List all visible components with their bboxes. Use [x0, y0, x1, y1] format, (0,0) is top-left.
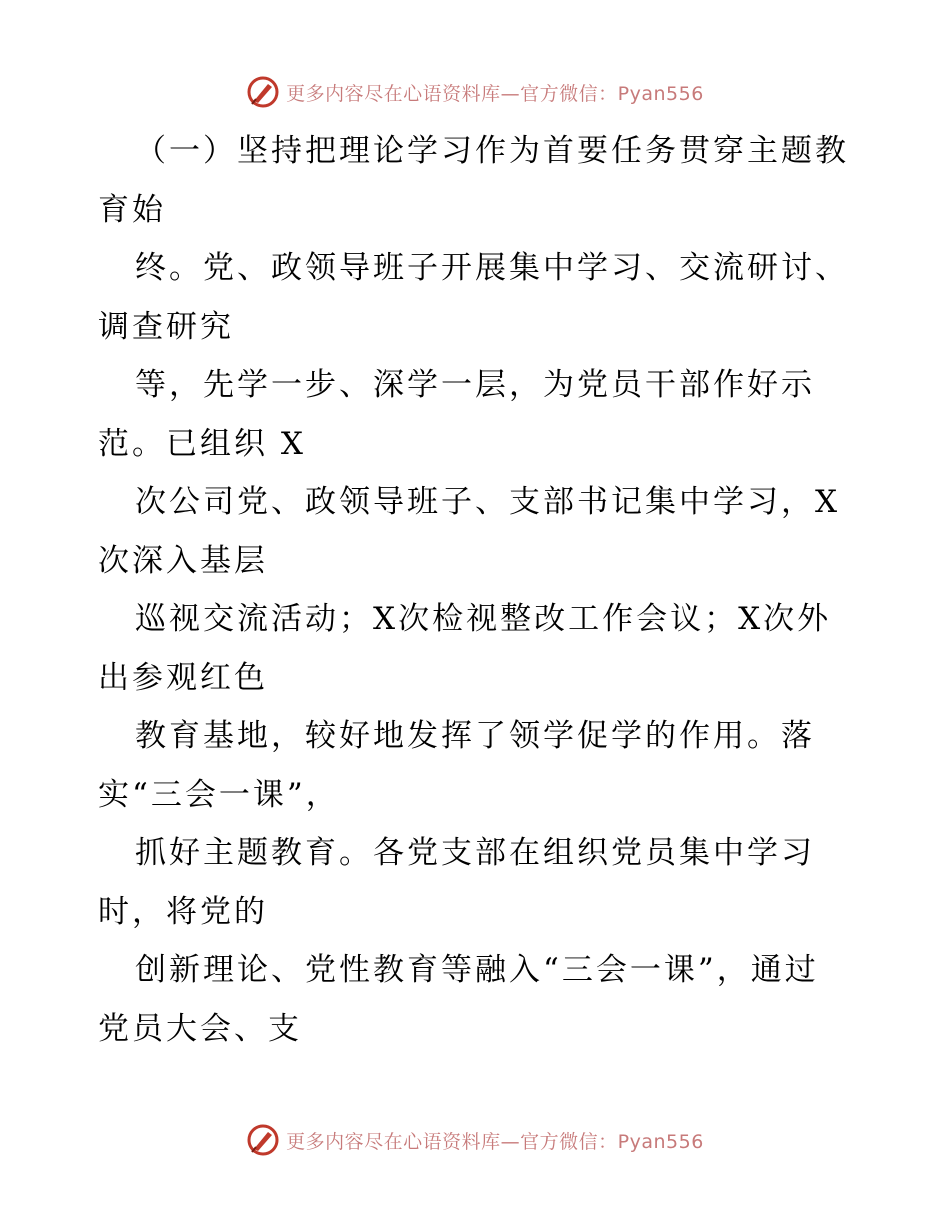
quill-pen-logo-icon	[246, 75, 280, 109]
footer-banner-text: 更多内容尽在心语资料库—官方微信：Pyan556	[286, 1130, 704, 1153]
paragraph-line: 党员大会、支	[98, 1010, 302, 1047]
document-body	[98, 122, 888, 1058]
paragraph-line: 次公司党、政领导班子、支部书记集中学习，X	[135, 484, 841, 520]
paragraph-line: 教育基地，较好地发挥了领学促学的作用。落	[135, 718, 815, 754]
paragraph-line: 抓好主题教育。各党支部在组织党员集中学习	[135, 835, 815, 871]
quill-pen-logo-icon	[246, 1123, 280, 1157]
paragraph-line: 出参观红色	[98, 659, 268, 696]
paragraph-line: 范。已组织 X	[98, 425, 306, 462]
paragraph-line: 终。党、政领导班子开展集中学习、交流研讨、	[135, 250, 849, 286]
paragraph-line: 次深入基层	[98, 542, 268, 579]
paragraph-line: 等，先学一步、深学一层，为党员干部作好示	[135, 367, 815, 403]
paragraph-line: 育始	[98, 191, 166, 228]
paragraph-line: 时，将党的	[98, 893, 268, 930]
header-banner	[0, 72, 950, 112]
paragraph-line: 创新理论、党性教育等融入“三会一课”，通过	[135, 952, 819, 988]
paragraph-line: 实“三会一课”，	[98, 776, 340, 813]
paragraph-line: 调查研究	[98, 308, 234, 345]
footer-banner	[0, 1120, 950, 1160]
paragraph-line: （一）坚持把理论学习作为首要任务贯穿主题教	[135, 133, 849, 169]
header-banner-text: 更多内容尽在心语资料库—官方微信：Pyan556	[286, 82, 704, 105]
paragraph-line: 巡视交流活动；X次检视整改工作会议；X次外	[135, 601, 832, 637]
